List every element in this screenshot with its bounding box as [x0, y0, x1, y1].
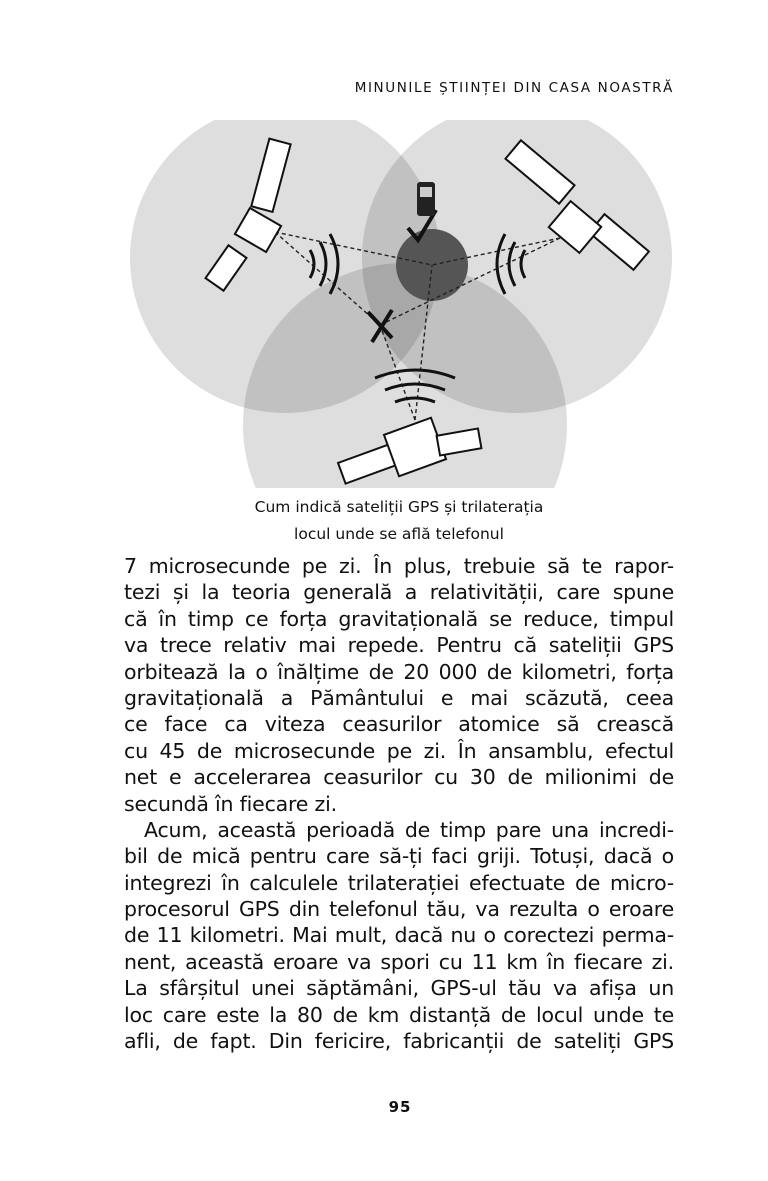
figure-caption-line: locul unde se află telefonul — [294, 525, 504, 543]
text-line: că în timp ce forța gravitațională se reduce, timpul — [124, 606, 674, 631]
running-header: MINUNILE ȘTIINȚEI DIN CASA NOASTRĂ — [354, 80, 674, 96]
text-line: nent, această eroare va spori cu 11 km în fiecare zi. — [124, 949, 674, 974]
text-line: cu 45 de microsecunde pe zi. În ansamblu, efectul — [124, 738, 674, 763]
text-line: de 11 kilometri. Mai mult, dacă nu o corectezi perma- — [124, 923, 674, 948]
text-line: ce face ca viteza ceasurilor atomice să crească — [124, 712, 674, 737]
text-line: orbitează la o înălțime de 20 000 de kilometri, forța — [124, 659, 674, 684]
text-line: Acum, această perioadă de timp pare una incredi- — [144, 817, 674, 842]
text-line: va trece relativ mai repede. Pentru că sateliții GPS — [124, 633, 674, 658]
text-line: loc care este la 80 de km distanță de locul unde te — [124, 1002, 674, 1027]
paragraph — [124, 553, 674, 817]
text-line: integrezi în calculele trilaterației efectuate de micro- — [124, 870, 674, 895]
text-line: La sfârșitul unei săptămâni, GPS-ul tău va afișa un — [124, 976, 674, 1001]
text-line: bil de mică pentru care să-ți faci griji. Totuși, dacă o — [124, 844, 674, 869]
gps-trilateration-illustration — [120, 120, 680, 490]
text-line: afli, de fapt. Din fericire, fabricanții de sateliți GPS — [124, 1029, 674, 1054]
page-number: 95 — [388, 1098, 412, 1116]
text-line: procesorul GPS din telefonul tău, va rezulta o eroare — [124, 897, 674, 922]
text-line: tezi și la teoria generală a relativității, care spune — [124, 580, 674, 605]
body-text — [124, 553, 674, 1054]
figure-caption-line: Cum indică sateliții GPS și trilaterația — [254, 498, 544, 516]
text-line: gravitațională a Pământului e mai scăzută, ceea — [124, 685, 674, 710]
mobile-phone-icon — [417, 182, 435, 216]
text-line: net e accelerarea ceasurilor cu 30 de milionimi de — [124, 765, 674, 790]
text-line: 7 microsecunde pe zi. În plus, trebuie să te rapor- — [124, 554, 674, 578]
text-line: secundă în fiecare zi. — [124, 791, 337, 816]
paragraph — [124, 817, 674, 1055]
